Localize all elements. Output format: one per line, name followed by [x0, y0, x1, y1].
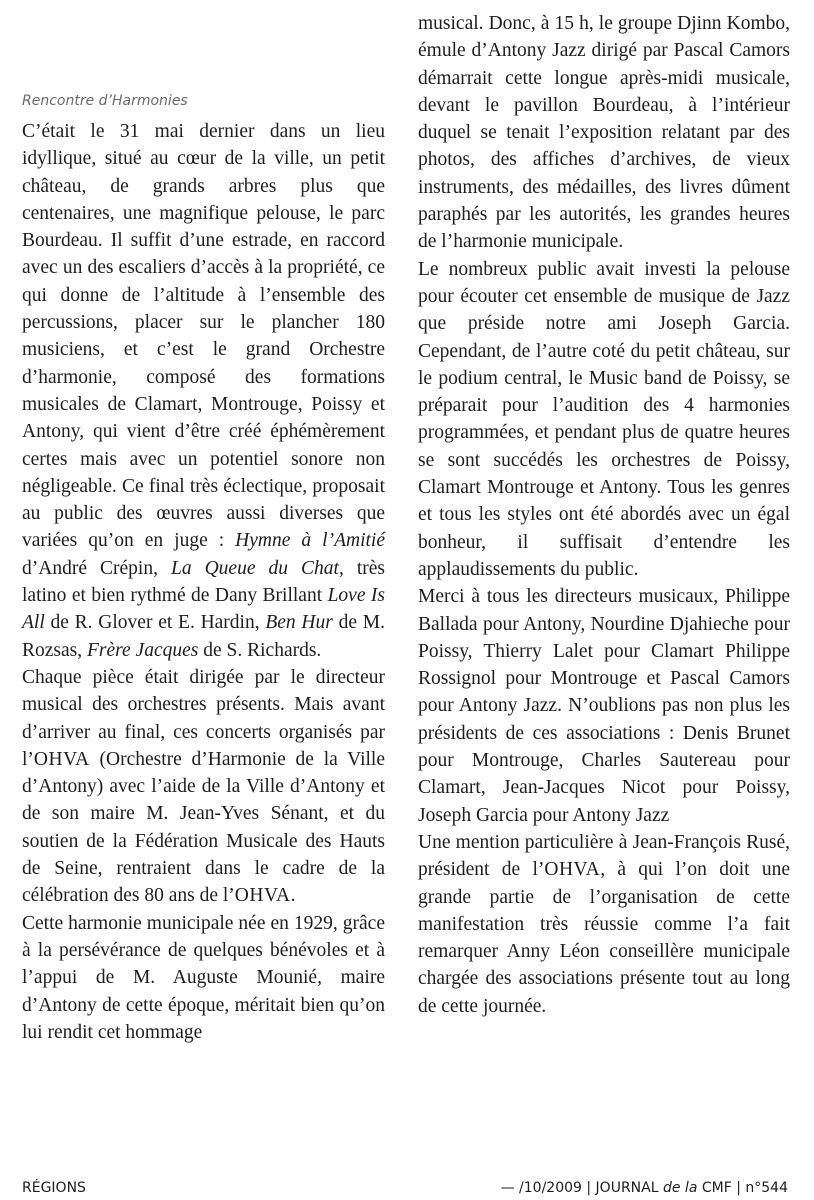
right-column	[418, 10, 790, 1020]
paragraph: musical. Donc, à 15 h, le groupe Djinn Kombo, émule d’Antony Jazz dirigé par Pascal Camors démarrait cette longue après-midi musicale, devant le pavillon Bourdeau, à l’intérieur duquel se tenait l’exposition relatant par des photos, des affiches d’archives, de vieux instruments, des médailles, des livres dûment paraphés par les autorités, les grandes heures de l’harmonie municipale.	[418, 13, 790, 253]
paragraph	[418, 829, 790, 1020]
journal-name-end: CMF	[697, 1180, 732, 1196]
text: de S. Richards.	[198, 639, 322, 661]
text: d’André Crépin,	[22, 557, 171, 579]
section-label: RÉGIONS	[22, 1180, 86, 1196]
separator: |	[581, 1180, 596, 1196]
work-title: Frère Jacques	[87, 639, 199, 661]
text: de R. Glover et E. Hardin,	[44, 612, 266, 634]
text: , très latino et bien rythmé de Dany Brillant	[22, 557, 385, 607]
work-title: Ben Hur	[265, 612, 333, 634]
text: de M. Rozsas,	[22, 612, 385, 661]
paragraph: Cette harmonie municipale née en 1929, grâce à la persévérance de quelques bénévoles et à l’appui de M. Auguste Mounié, maire d’Antony de cette époque, méritait bien qu’on lui rendit cet hommage	[22, 912, 385, 1043]
paragraph	[22, 118, 385, 664]
journal-name-italic: de la	[662, 1180, 698, 1196]
journal-name: JOURNAL	[595, 1180, 663, 1196]
paragraph	[22, 664, 385, 910]
text: Une mention particulière à Jean-François Rusé, président de l’	[418, 831, 790, 881]
separator: |	[731, 1180, 746, 1196]
work-title: Hymne à l’Amitié	[235, 530, 385, 552]
work-title: Love Is All	[22, 585, 385, 634]
article-kicker: Rencontre d’Harmonies	[22, 93, 188, 109]
paragraph: Le nombreux public avait investi la pelouse pour écouter cet ensemble de musique de Jazz que préside notre ami Joseph Garcia. Cependant, de l’autre coté du petit château, sur le podium central, le Music band de Poissy, se préparait pour l’audition des 4 harmonies programmées, et pendant plus de quatre heures se sont succédés les orchestres de Poissy, Clamart Montrouge et Antony. Tous les genres et tous les styles ont été abordés avec un égal bonheur, il suffisait d’entendre les applaudissements du public.	[418, 258, 790, 580]
left-column	[22, 91, 385, 1046]
folio	[501, 1180, 788, 1196]
text: .	[290, 885, 296, 907]
acronym: OHVA	[33, 748, 90, 770]
work-title: La Queue du Chat	[170, 557, 339, 579]
text: C’était le 31 mai dernier dans un lieu idyllique, situé au cœur de la ville, un petit château, de grands arbres plus que centenaires, une magnifique pelouse, le parc Bourdeau. Il suffit d’une estrade, en raccord avec un des escaliers d’accès à la propriété, ce qui donne de l’altitude à l’ensemble des percussions, placer sur le plancher 180 musiciens, et c’est le grand Orchestre d’harmonie, composé des formations musicales de Clamart, Montrouge, Poissy et Antony, qui vient d’être créé éphémèrement certes mais avec un potentiel sonore non négligeable. Ce final très éclectique, proposait au public des œuvres aussi diverses que variées qu’on en juge :	[22, 121, 385, 552]
acronym: OHVA	[544, 859, 601, 881]
issue-date: — /10/2009	[500, 1180, 582, 1196]
paragraph: Merci à tous les directeurs musicaux, Philippe Ballada pour Antony, Nourdine Djahieche pour Poissy, Thierry Lalet pour Clamart Philippe Rossignol pour Montrouge et Pascal Camors pour Antony Jazz. N’oublions pas non plus les présidents de ces associations : Denis Brunet pour Montrouge, Charles Sautereau pour Clamart, Jean-Jacques Nicot pour Poissy, Joseph Garcia pour Antony Jazz	[418, 586, 790, 826]
text: (Orchestre d’Harmonie de la Ville d’Antony) avec l’aide de la Ville d’Antony et de son maire M. Jean-Yves Sénant, et du soutien de la Fédération Musicale des Hauts de Seine, rentraient dans le cadre de la célébration des 80 ans de l’	[22, 748, 385, 907]
issue-number: n°544	[745, 1180, 788, 1196]
text: , à qui l’on doit une grande partie de l’organisation de cette manifestation très réussie comme l’a fait remarquer Anny Léon conseillère municipale chargée des associations présente tout au long de cette journée.	[418, 859, 790, 1017]
acronym: OHVA	[234, 885, 291, 907]
text: Chaque pièce était dirigée par le directeur musical des orchestres présents. Mais avant d’arriver au final, ces concerts organisés par l’	[22, 666, 385, 770]
